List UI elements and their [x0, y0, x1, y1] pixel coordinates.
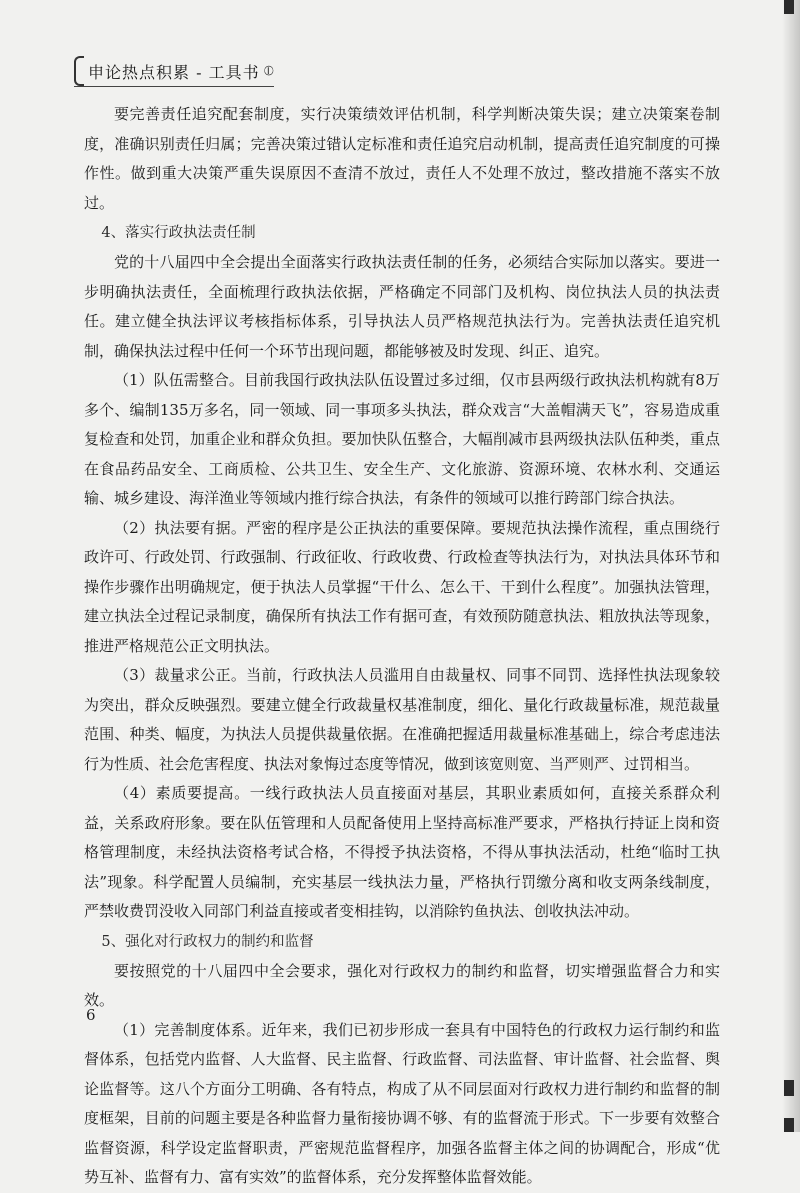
scan-edge-mark: [784, 1080, 794, 1096]
paragraph: （4）素质要提高。一线行政执法人员直接面对基层，其职业素质如何，直接关系群众利益，关系政府形象。要在队伍管理和人员配备使用上坚持高标准严要求，严格执行持证上岗和资格管理制度，未经执法资格考试合格，不得授予执法资格，不得从事执法活动，杜绝“临时工执法”现象。科学配置人员编制，充实基层一线执法力量，严格执行罚缴分离和收支两条线制度，严禁收费罚没收入同部门利益直接或者变相挂钩，以消除钓鱼执法、创收执法冲动。: [84, 784, 720, 920]
page-number: 6: [86, 1006, 96, 1024]
scan-edge-mark: [784, 1118, 794, 1132]
body-text: [84, 100, 720, 1193]
paragraph: 要完善责任追究配套制度，实行决策绩效评估机制，科学判断决策失误；建立决策案卷制度，准确识别责任归属；完善决策过错认定标准和责任追究启动机制，提高责任追究制度的可操作性。做到重大决策严重失误原因不查清不放过，责任人不处理不放过，整改措施不落实不放过。: [84, 105, 720, 212]
paragraph: （1）完善制度体系。近年来，我们已初步形成一套具有中国特色的行政权力运行制约和监督体系，包括党内监督、人大监督、民主监督、行政监督、司法监督、审计监督、社会监督、舆论监督等。这八个方面分工明确、各有特点，构成了从不同层面对行政权力进行制约和监督的制度框架，目前的问题主要是各种监督力量衔接协调不够、有的监督流于形式。下一步要有效整合监督资源，科学设定监督职责，严密规范监督程序，加强各监督主体之间的协调配合，形成“优势互补、监督有力、富有实效”的监督体系，充分发挥整体监督效能。: [84, 1020, 720, 1186]
section-heading: 4、落实行政执法责任制: [101, 225, 256, 241]
paragraph: （1）队伍需整合。目前我国行政执法队伍设置过多过细，仅市县两级行政执法机构就有8万多个、编制135万多名，同一领域、同一事项多头执法，群众戏言“大盖帽满天飞”，容易造成重复检查和处罚，加重企业和群众负担。要加快队伍整合，大幅削减市县两级执法队伍种类，重点在食品药品安全、工商质检、公共卫生、安全生产、文化旅游、资源环境、农林水利、交通运输、城乡建设、海洋渔业等领域内推行综合执法，有条件的领域可以推行跨部门综合执法。: [84, 371, 720, 507]
paragraph: （2）执法要有据。严密的程序是公正执法的重要保障。要规范执法操作流程，重点围绕行政许可、行政处罚、行政强制、行政征收、行政收费、行政检查等执法行为，对执法具体环节和操作步骤作出明确规定，便于执法人员掌握“干什么、怎么干、干到什么程度”。加强执法管理，建立执法全过程记录制度，确保所有执法工作有据可查，有效预防随意执法、粗放执法等现象，推进严格规范公正文明执法。: [84, 518, 720, 655]
header-rule: [74, 86, 274, 87]
paragraph: 要按照党的十八届四中全会要求，强化对行政权力的制约和监督，切实增强监督合力和实效。: [84, 961, 720, 1009]
paragraph: 党的十八届四中全会提出全面落实行政执法责任制的任务，必须结合实际加以落实。要进一步明确执法责任，全面梳理行政执法依据，严格确定不同部门及机构、岗位执法人员的执法责任。建立健全执法评议考核指标体系，引导执法人员严格规范执法行为。完善执法责任追究机制，确保执法过程中任何一个环节出现问题，都能够被及时发现、纠正、追究。: [84, 253, 720, 360]
section-heading: 5、强化对行政权力的制约和监督: [101, 933, 314, 950]
scan-edge-mark: [784, 0, 794, 14]
scan-edge-shadow: [782, 0, 800, 1132]
header-title: 申论热点积累 - 工具书: [88, 62, 260, 82]
header-logo-icon: ⦶: [263, 63, 274, 79]
running-header: [74, 56, 274, 86]
paragraph: （3）裁量求公正。当前，行政执法人员滥用自由裁量权、同事不同罚、选择性执法现象较为突出，群众反映强烈。要建立健全行政裁量权基准制度，细化、量化行政裁量标准，规范裁量范围、种类、幅度，为执法人员提供裁量依据。在准确把握适用裁量标准基础上，综合考虑违法行为性质、社会危害程度、执法对象悔过态度等情况，做到该宽则宽、当严则严、过罚相当。: [84, 666, 720, 773]
header-bracket: [74, 56, 84, 86]
